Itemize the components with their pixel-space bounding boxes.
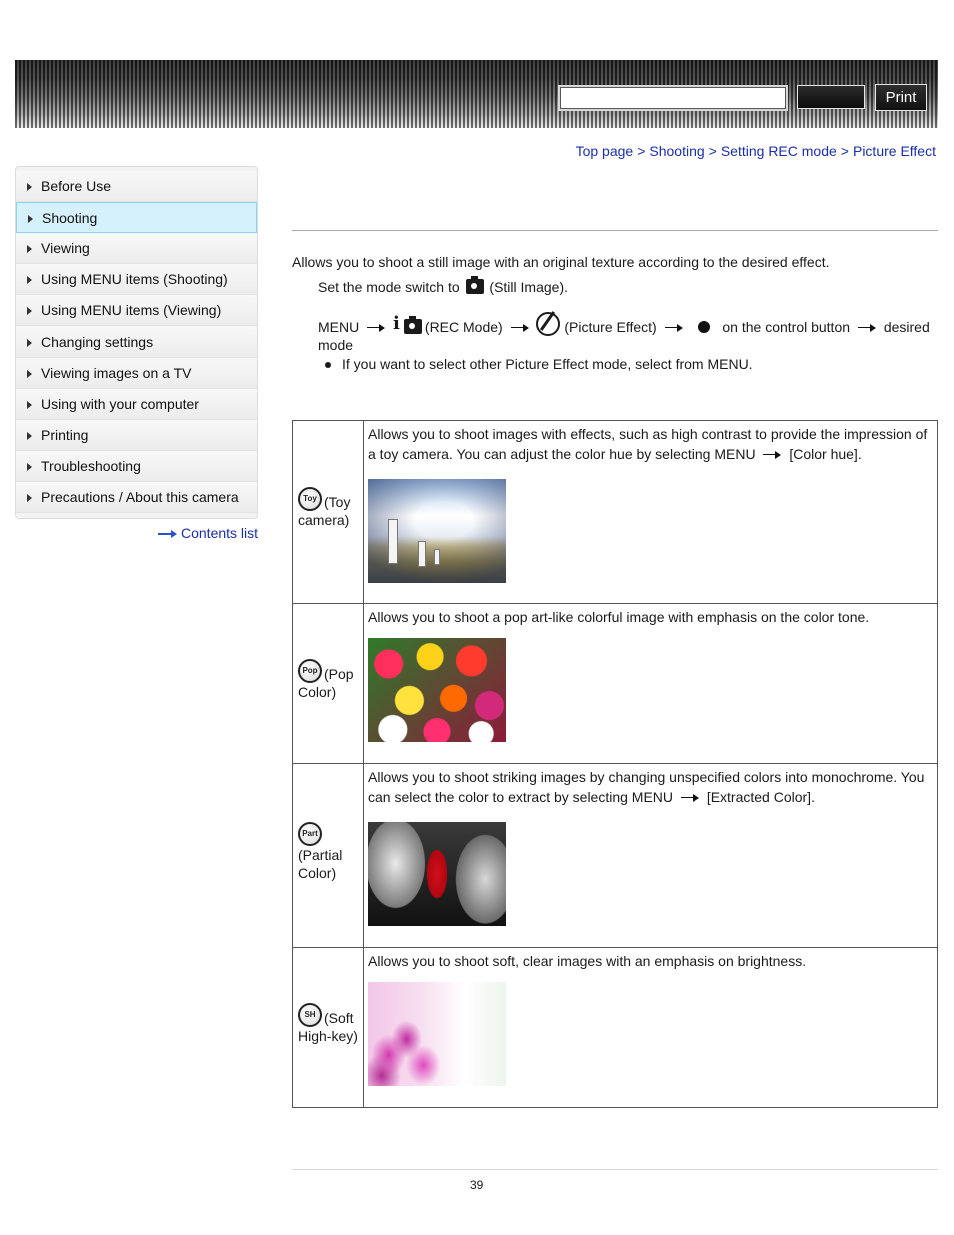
arrow-right-icon [763,450,781,460]
chevron-right-icon [27,339,32,347]
effect-name-cell [293,948,364,1107]
control-button-label: on the control button [722,319,851,335]
intro-description: Allows you to shoot a still image with an original texture according to the desired effect. [292,254,830,270]
sidebar-item-precautions[interactable] [16,482,257,513]
sidebar-item-label: Before Use [41,178,112,194]
table-row [293,604,937,764]
sidebar-item-label: Using with your computer [41,396,199,412]
sidebar-item-menu-viewing[interactable] [16,295,257,326]
chevron-right-icon [27,494,32,502]
effect-name-line: (Partial [298,847,343,863]
effect-name [298,659,362,701]
toy-camera-sample-image [368,479,506,583]
breadcrumb-separator: > [840,143,849,159]
sidebar-nav [15,166,258,519]
breadcrumb-shooting[interactable]: Shooting [649,143,705,159]
chevron-right-icon [27,183,32,191]
soft-high-key-icon: SH [298,1003,322,1027]
breadcrumb-top-page[interactable]: Top page [575,143,634,159]
print-button[interactable]: Print [875,84,927,111]
arrow-right-icon [511,323,529,333]
arrow-right-icon [858,323,876,333]
sidebar-item-label: Viewing images on a TV [41,365,192,381]
effect-name-line: Color) [298,865,337,881]
arrow-right-icon [367,323,385,333]
search-input[interactable] [558,85,788,111]
table-row [293,948,937,1107]
sidebar-item-label: Printing [41,427,89,443]
toy-camera-icon: Toy [298,487,322,511]
effect-description [368,767,933,807]
effect-name-cell [293,764,364,947]
description-text: Allows you to shoot striking images by changing unspecified colors into monochrome. You can select the color to extract by selecting MENU [368,769,925,805]
chevron-right-icon [27,276,32,284]
rec-mode-label: (REC Mode) [424,319,503,335]
step-one-prefix: Set the mode switch to [318,279,460,295]
control-button-center-icon [698,321,710,333]
desired-label: desired [883,319,930,335]
effect-name-line: camera) [298,512,350,528]
description-tail: [Extracted Color]. [706,789,815,805]
effect-name-line: (Soft [324,1010,354,1026]
bullet-icon [325,362,331,368]
chevron-right-icon [27,307,32,315]
page-number: 39 [470,1178,484,1192]
effect-name-cell [293,421,364,603]
effect-name-line: (Toy [324,494,351,510]
pop-color-sample-image [368,638,506,742]
footer-divider [292,1169,938,1170]
contents-list-link[interactable] [158,525,258,541]
picture-effect-icon [536,312,560,336]
breadcrumb [576,143,936,159]
chevron-right-icon [27,370,32,378]
sidebar-item-label: Shooting [42,210,98,226]
breadcrumb-separator: > [637,143,646,159]
arrow-right-icon [665,323,683,333]
effects-table [292,420,938,1108]
table-row [293,421,937,604]
partial-color-sample-image [368,822,506,926]
effect-description: Allows you to shoot soft, clear images with an emphasis on brightness. [368,953,807,969]
chevron-right-icon [27,432,32,440]
sidebar-item-label: Using MENU items (Shooting) [41,271,228,287]
breadcrumb-separator: > [708,143,717,159]
effect-name-line: Color) [298,684,337,700]
header-bar [15,60,938,128]
sidebar-item-troubleshooting[interactable] [16,451,257,482]
chevron-right-icon [27,245,32,253]
sidebar-item-viewing-tv[interactable] [16,358,257,389]
partial-color-icon: Part [298,822,322,846]
effect-description: Allows you to shoot a pop art-like colorful image with emphasis on the color tone. [368,609,870,625]
breadcrumb-picture-effect[interactable]: Picture Effect [852,143,936,159]
soft-high-key-sample-image [368,982,506,1086]
rec-mode-icon: i [393,316,421,334]
sidebar-item-label: Viewing [41,240,90,256]
sidebar-item-computer[interactable] [16,389,257,420]
effect-name [298,487,362,529]
chevron-right-icon [27,463,32,471]
table-row [293,764,937,948]
sidebar-item-changing-settings[interactable] [16,327,257,358]
effect-name-cell [293,604,364,763]
effect-name [298,822,362,882]
note-text: If you want to select other Picture Effect mode, select from MENU. [342,356,753,372]
step-two-mode: mode [318,337,354,353]
menu-label: MENU [318,319,360,335]
sidebar-item-label: Changing settings [41,334,154,350]
sidebar-item-label: Precautions / About this camera [41,489,239,505]
effect-name-line: (Pop [324,666,354,682]
still-image-camera-icon [466,279,484,294]
sidebar-item-shooting[interactable] [16,202,257,233]
sidebar-item-label: Using MENU items (Viewing) [41,302,222,318]
step-one-suffix: (Still Image). [489,279,568,295]
effect-description [368,424,933,464]
picture-effect-label: (Picture Effect) [564,319,657,335]
arrow-right-icon [158,530,178,538]
sidebar-item-before-use[interactable] [16,171,257,202]
arrow-right-icon [681,793,699,803]
sidebar-item-printing[interactable] [16,420,257,451]
contents-list-label: Contents list [181,525,259,541]
search-button[interactable] [797,85,865,109]
sidebar-item-label: Troubleshooting [41,458,141,474]
chevron-right-icon [28,215,33,223]
pop-color-icon: Pop [298,659,322,683]
divider [292,230,938,231]
step-two [318,312,930,336]
chevron-right-icon [27,401,32,409]
effect-name-line: High-key) [298,1028,358,1044]
description-tail: [Color hue]. [789,446,862,462]
breadcrumb-setting-rec-mode[interactable]: Setting REC mode [720,143,837,159]
step-one [318,279,568,295]
sidebar-item-viewing[interactable] [16,233,257,264]
effect-name [298,1003,362,1045]
sidebar-item-menu-shooting[interactable] [16,264,257,295]
description-text: Allows you to shoot images with effects, such as high contrast to provide the impression of a toy camera. You can adjust the color hue by selecting MENU [368,426,928,462]
